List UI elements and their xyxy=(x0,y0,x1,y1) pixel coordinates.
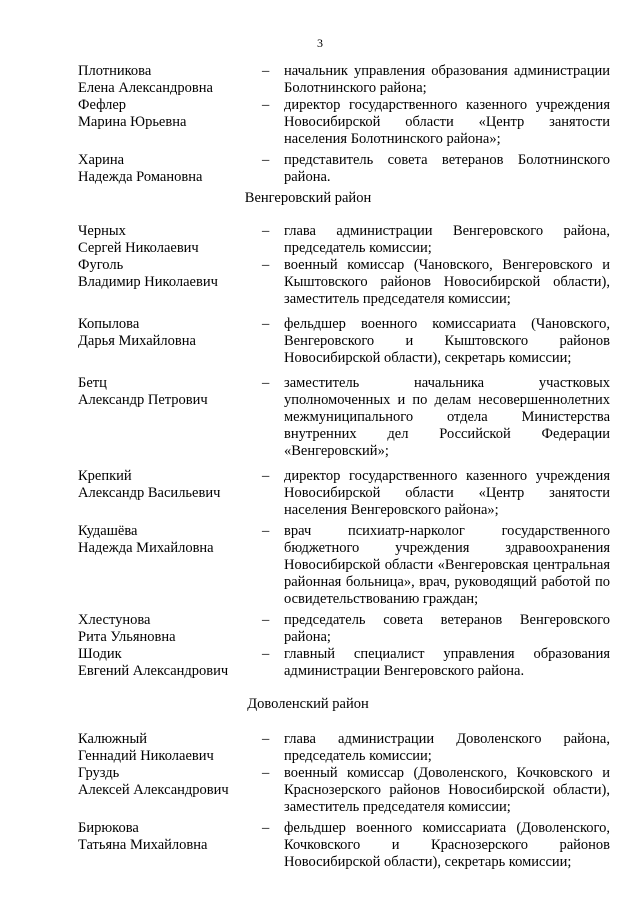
dash: – xyxy=(262,257,270,273)
member-position: директор государственного казенного учреждения Новосибирской области «Центр занятости населения Венгеровского района»; xyxy=(284,468,610,518)
surname: Бетц xyxy=(78,375,107,391)
surname: Кудашёва xyxy=(78,523,138,539)
dash: – xyxy=(262,820,270,836)
given-names: Сергей Николаевич xyxy=(78,240,199,256)
list-item xyxy=(78,612,610,646)
list-item xyxy=(78,375,610,460)
given-names: Алексей Александрович xyxy=(78,782,229,798)
list-item xyxy=(78,223,610,257)
list-item xyxy=(78,257,610,308)
member-name xyxy=(78,646,262,680)
list-item xyxy=(78,731,610,765)
list-item xyxy=(78,468,610,519)
given-names: Евгений Александрович xyxy=(78,663,229,679)
list-item xyxy=(78,316,610,367)
member-name xyxy=(78,375,262,460)
member-name xyxy=(78,820,262,871)
given-names: Татьяна Михайловна xyxy=(78,837,208,853)
given-names: Рита Ульяновна xyxy=(78,629,176,645)
member-name xyxy=(78,257,262,308)
surname: Копылова xyxy=(78,316,140,332)
dash: – xyxy=(262,223,270,239)
dash: – xyxy=(262,316,270,332)
district-heading: Доволенский район xyxy=(247,696,369,712)
member-position: фельдшер военного комиссариата (Чановского, Венгеровского и Кыштовского районов Новосибирской области), секретарь комиссии; xyxy=(284,316,610,366)
list-item xyxy=(78,765,610,816)
given-names: Надежда Михайловна xyxy=(78,540,214,556)
list-item xyxy=(78,820,610,871)
surname: Харина xyxy=(78,152,125,168)
member-position: председатель совета ветеранов Венгеровского района; xyxy=(284,612,610,645)
district-heading: Венгеровский район xyxy=(244,190,372,206)
surname: Черных xyxy=(78,223,126,239)
given-names: Надежда Романовна xyxy=(78,169,203,185)
page-number: 3 xyxy=(317,36,323,50)
member-position: военный комиссар (Чановского, Венгеровского и Кыштовского районов Новосибирской области), заместитель председателя комиссии; xyxy=(284,257,610,307)
member-position: заместитель начальника участковых уполномоченных и по делам несовершеннолетних межмуниципального отдела Министерства внутренних дел Российской Федерации «Венгеровский»; xyxy=(284,375,610,459)
given-names: Дарья Михайловна xyxy=(78,333,196,349)
surname: Хлестунова xyxy=(78,612,151,628)
dash: – xyxy=(262,523,270,539)
member-name xyxy=(78,223,262,257)
member-position: представитель совета ветеранов Болотнинского района. xyxy=(284,152,610,185)
member-position: фельдшер военного комиссариата (Доволенского, Кочковского и Краснозерского районов Новосибирской области), секретарь комиссии; xyxy=(284,820,610,870)
given-names: Александр Васильевич xyxy=(78,485,221,501)
dash: – xyxy=(262,612,270,628)
member-position: главный специалист управления образования администрации Венгеровского района. xyxy=(284,646,610,679)
member-name xyxy=(78,612,262,646)
list-item xyxy=(78,523,610,608)
member-name xyxy=(78,152,262,186)
dash: – xyxy=(262,765,270,781)
dash: – xyxy=(262,97,270,113)
surname: Плотникова xyxy=(78,63,152,79)
member-name xyxy=(78,731,262,765)
list-item xyxy=(78,646,610,680)
member-name xyxy=(78,316,262,367)
member-position: глава администрации Доволенского района, председатель комиссии; xyxy=(284,731,610,764)
surname: Фефлер xyxy=(78,97,127,113)
surname: Крепкий xyxy=(78,468,132,484)
member-name xyxy=(78,765,262,816)
dash: – xyxy=(262,468,270,484)
member-position: глава администрации Венгеровского района, председатель комиссии; xyxy=(284,223,610,256)
dash: – xyxy=(262,152,270,168)
list-item xyxy=(78,97,610,148)
surname: Груздь xyxy=(78,765,120,781)
given-names: Елена Александровна xyxy=(78,80,213,96)
given-names: Александр Петрович xyxy=(78,392,208,408)
surname: Фуголь xyxy=(78,257,124,273)
dash: – xyxy=(262,375,270,391)
member-name xyxy=(78,523,262,608)
member-name xyxy=(78,97,262,148)
given-names: Марина Юрьевна xyxy=(78,114,187,130)
member-name xyxy=(78,468,262,519)
member-position: врач психиатр-нарколог государственного бюджетного учреждения здравоохранения Новосибирской области «Венгеровская центральная районная больница», врач, руководящий работой по освидетельствованию граждан; xyxy=(284,523,610,607)
dash: – xyxy=(262,731,270,747)
list-item xyxy=(78,152,610,186)
commission-list xyxy=(78,63,610,871)
list-item xyxy=(78,63,610,97)
surname: Шодик xyxy=(78,646,122,662)
surname: Калюжный xyxy=(78,731,148,747)
member-position: начальник управления образования администрации Болотнинского района; xyxy=(284,63,610,96)
dash: – xyxy=(262,63,270,79)
dash: – xyxy=(262,646,270,662)
given-names: Владимир Николаевич xyxy=(78,274,218,290)
member-name xyxy=(78,63,262,97)
surname: Бирюкова xyxy=(78,820,139,836)
member-position: военный комиссар (Доволенского, Кочковского и Краснозерского районов Новосибирской области), заместитель председателя комиссии; xyxy=(284,765,610,815)
member-position: директор государственного казенного учреждения Новосибирской области «Центр занятости населения Болотнинского района»; xyxy=(284,97,610,147)
given-names: Геннадий Николаевич xyxy=(78,748,214,764)
